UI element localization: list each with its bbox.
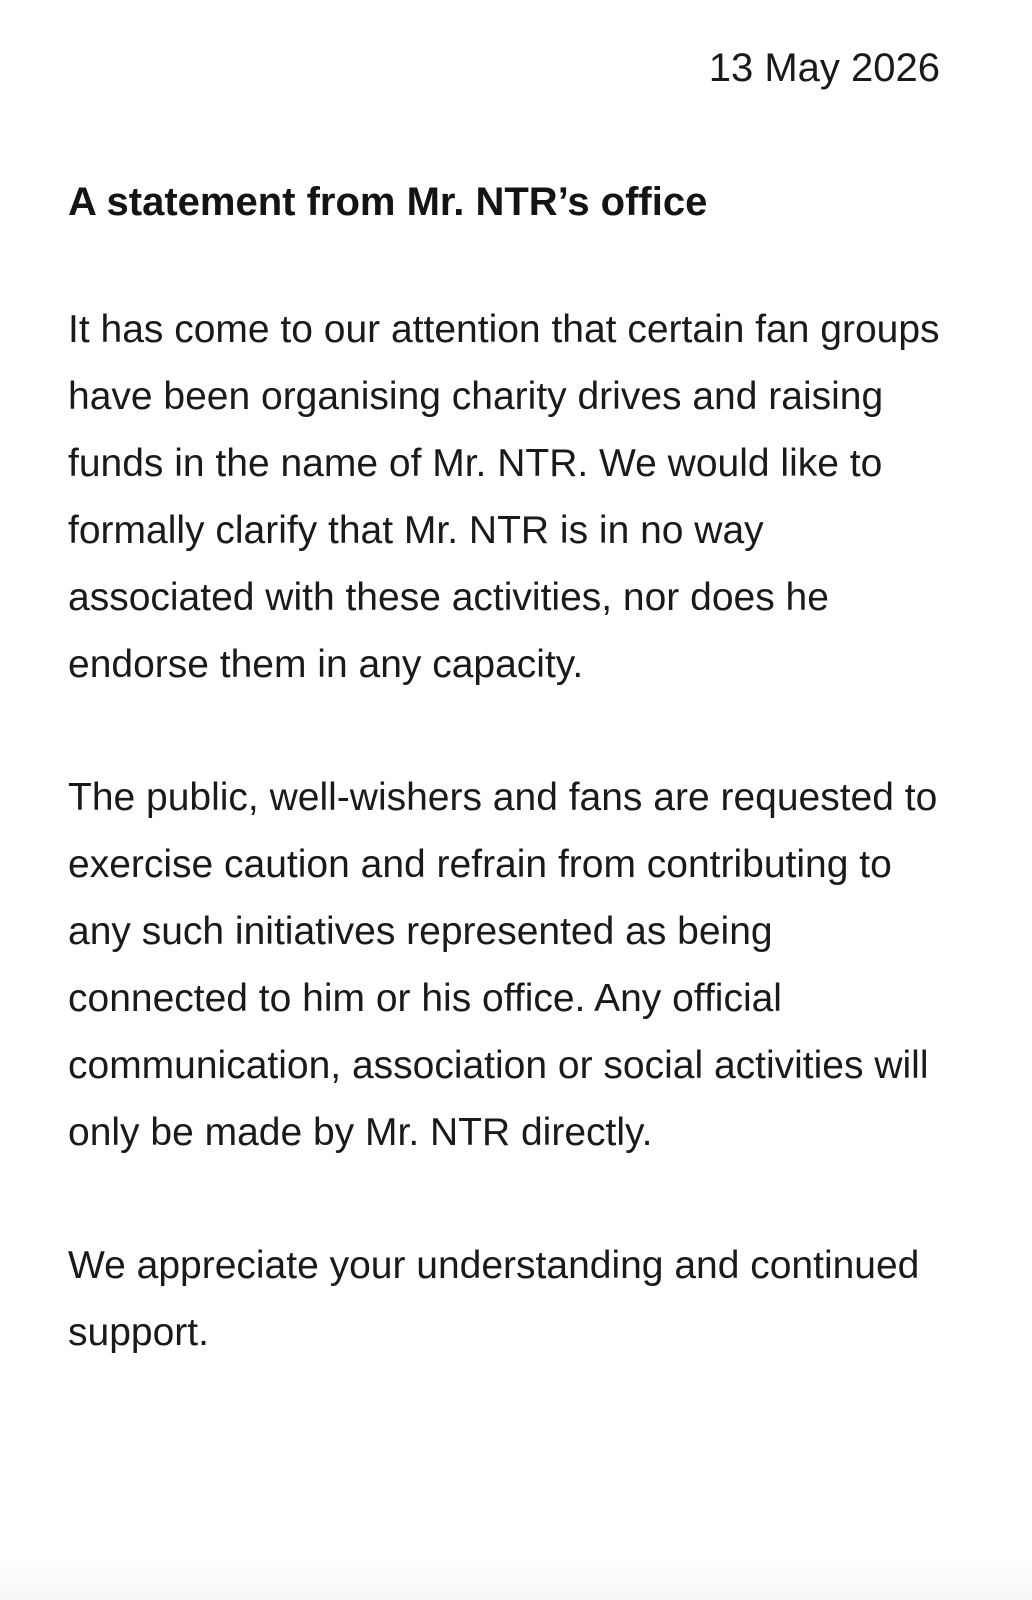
statement-title: A statement from Mr. NTR’s office (68, 180, 708, 224)
paragraph-caution: The public, well-wishers and fans are requested to exercise caution and refrain from contributing to any such initiatives represented as being connected to him or his office. Any official communication, association or social activities will only be made by Mr. NTR directly. (68, 776, 938, 1154)
bottom-fade (0, 1560, 1032, 1600)
statement-date: 13 May 2026 (708, 46, 940, 90)
paragraph-closing: We appreciate your understanding and continued support. (68, 1244, 920, 1354)
statement-body (68, 174, 948, 1366)
paragraph-disclaimer: It has come to our attention that certain fan groups have been organising charity drives and raising funds in the name of Mr. NTR. We would like to formally clarify that Mr. NTR is in no way associated with these activities, nor does he endorse them in any capacity. (68, 308, 940, 686)
